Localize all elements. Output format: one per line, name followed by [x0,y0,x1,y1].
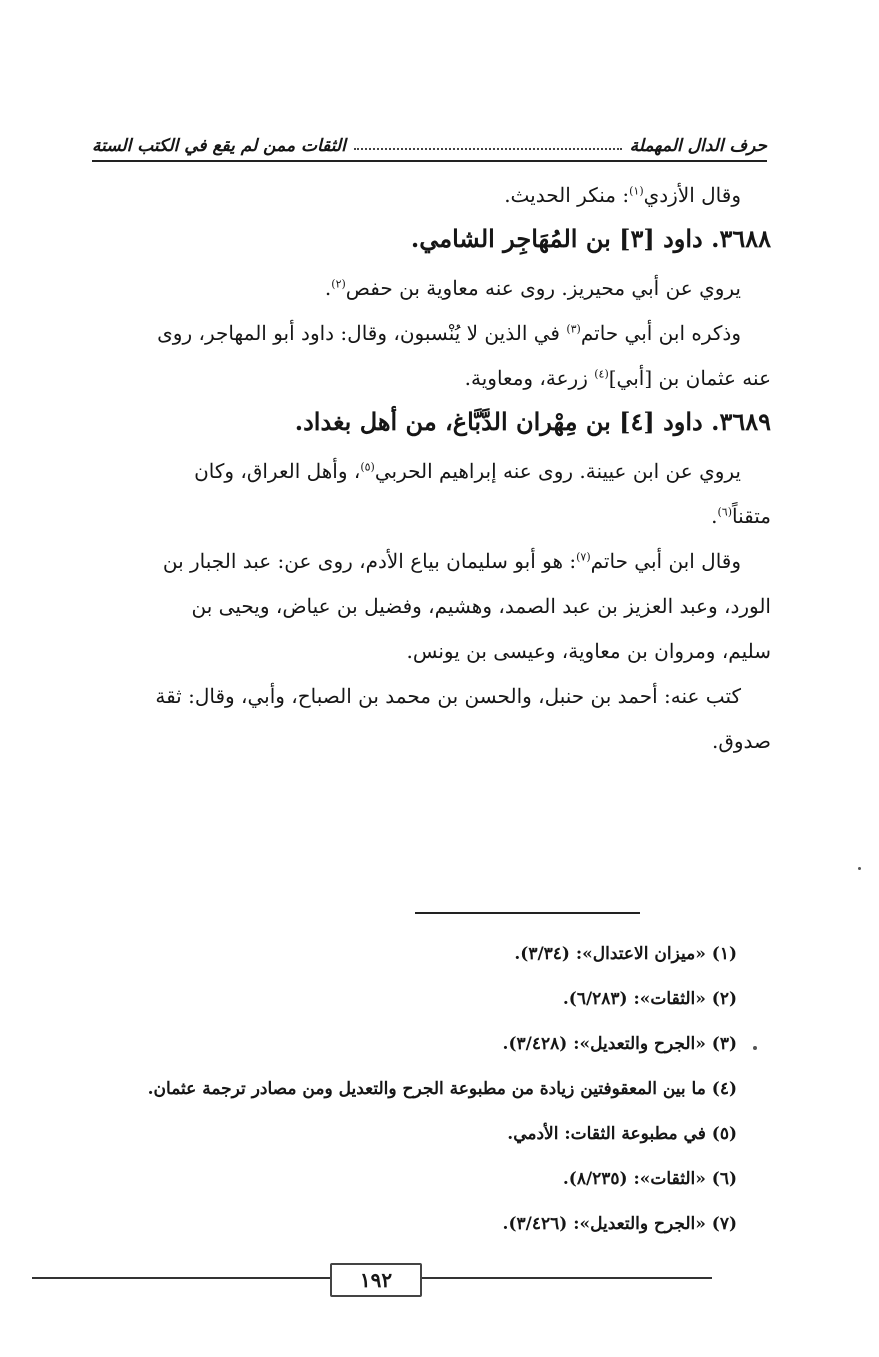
footnote-1: (١) «ميزان الاعتدال»: (٣/٣٤). [514,944,737,964]
footnote-ref-1[interactable]: (١) [629,184,644,198]
text-fragment: وذكره ابن أبي حاتم [580,321,741,345]
footnote-ref-7[interactable]: (٧) [576,550,591,564]
footnote-6: (٦) «الثقات»: (٨/٢٣٥). [562,1169,737,1189]
footnote-ref-6[interactable]: (٦) [717,505,732,519]
text-fragment: وقال الأزدي [643,183,741,207]
footnote-4: (٤) ما بين المعقوفتين زيادة من مطبوعة الجرح والتعديل ومن مصادر ترجمة عثمان. [147,1079,737,1099]
page-number: ١٩٢ [330,1263,422,1297]
spacer [62,579,771,589]
spacer [62,489,771,499]
text-fragment: . [711,504,718,528]
footnote-separator [415,912,640,914]
entry-3689-paragraph-2-line-3: سليم، ومروان بن معاوية، وعيسى بن يونس. [406,639,771,663]
text-fragment: عنه عثمان بن [أبي] [608,366,771,390]
entry-3689-paragraph-2-line-1 [62,544,771,579]
spacer [62,714,771,724]
spacer [62,534,771,544]
footnote-ref-3[interactable]: (٣) [566,322,581,336]
running-head-book-title: الثقات ممن لم يقع في الكتب الستة [92,136,346,156]
entry-3689-paragraph-3-line-1: كتب عنه: أحمد بن حنبل، والحسن بن محمد بن الصباح، وأبي، وقال: ثقة [155,684,741,708]
text-fragment: زرعة، ومعاوية. [464,366,595,390]
text-fragment: : منكر الحديث. [504,183,630,207]
spacer [62,306,771,316]
text-fragment: يروي عن ابن عيينة. روى عنه إبراهيم الحربي [374,459,741,483]
margin-speck [858,867,861,870]
footnote-ref-5[interactable]: (٥) [360,460,375,474]
text-fragment: في الذين لا يُنْسبون، وقال: داود أبو المهاجر، روى [157,321,567,345]
footnote-ref-2[interactable]: (٢) [331,277,346,291]
running-head-chapter: حرف الدال المهملة [629,136,767,156]
running-head-dots [354,148,622,150]
entry-3689-paragraph-2-line-2: الورد، وعبد العزيز بن عبد الصمد، وهشيم، وفضيل بن عياض، ويحيى بن [191,594,771,618]
entry-3689-paragraph-1-line-2 [62,499,771,534]
entry-3688-paragraph-2-line-2 [62,361,771,396]
spacer [62,669,771,679]
footnote-ref-4[interactable]: (٤) [594,367,609,381]
text-fragment: يروي عن أبي محيريز. روى عنه معاوية بن حفص [345,276,741,300]
running-head [92,112,767,162]
text-fragment: : هو أبو سليمان بياع الأدم، روى عن: عبد الجبار بن [162,549,577,573]
text-fragment: وقال ابن أبي حاتم [590,549,741,573]
spacer [62,624,771,634]
entry-3688-paragraph-1 [62,271,771,306]
entry-3688-paragraph-2-line-1 [62,316,771,351]
text-line-azdi [62,178,771,213]
text-fragment: ، وأهل العراق، وكان [194,459,361,483]
text-fragment: متقناً [732,504,771,528]
spacer [62,351,771,361]
footnote-7: (٧) «الجرح والتعديل»: (٣/٤٢٦). [502,1214,737,1234]
entry-3689-paragraph-1-line-1 [62,454,771,489]
footnote-2: (٢) «الثقات»: (٦/٢٨٣). [562,989,737,1009]
entry-3689-paragraph-3-line-2: صدوق. [711,729,771,753]
text-fragment: . [324,276,332,300]
margin-speck [753,1046,757,1050]
entry-heading-3689: ٣٦٨٩. داود [٤] بن مِهْران الدَّبَّاغ، من أهل بغداد. [294,407,771,436]
footnote-5: (٥) في مطبوعة الثقات: الأدمي. [507,1124,737,1144]
entry-heading-3688: ٣٦٨٨. داود [٣] بن المُهَاجِر الشامي. [410,224,771,253]
footnotes [80,932,737,1247]
footnote-3: (٣) «الجرح والتعديل»: (٣/٤٢٨). [502,1034,737,1054]
main-text [62,178,771,759]
